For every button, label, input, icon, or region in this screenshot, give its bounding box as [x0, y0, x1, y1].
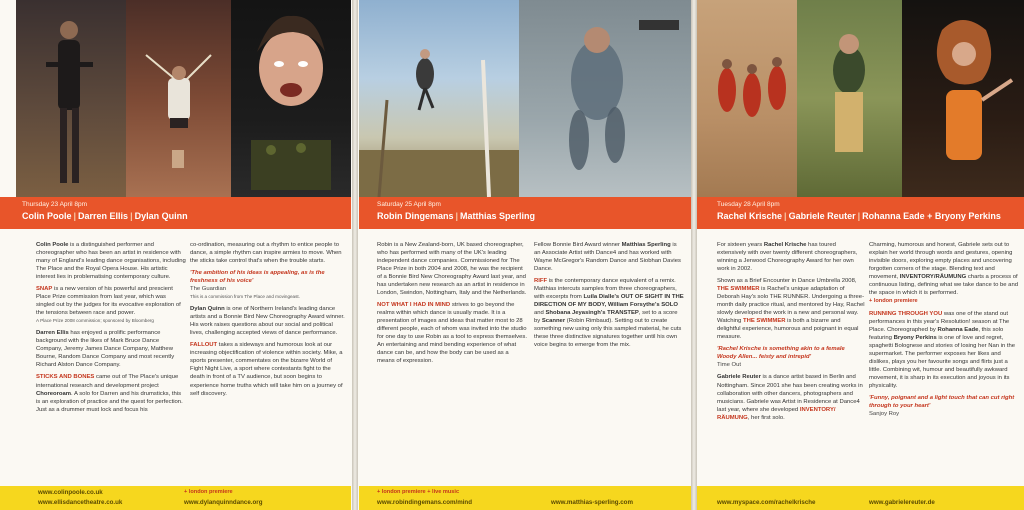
work-title: THE SWIMMER	[717, 286, 760, 293]
event-date: Thursday 23 April 8pm	[22, 201, 88, 208]
event-strip	[359, 197, 691, 229]
text-column	[377, 241, 527, 369]
premiere-tag: + london premiere	[869, 298, 918, 305]
photo-colin-poole	[16, 0, 126, 197]
quote-source: Time Out	[717, 362, 742, 369]
photo-row	[697, 0, 1024, 197]
artist-name: Colin Poole	[22, 211, 72, 221]
footer-bar	[697, 486, 1024, 510]
text-column: Colin Poole is a distinguished performer and choreographer who has been an artist in residence with many of England's leading dance organisations, including The Place and the Royal Opera House. His artistic interest lies in problematising contemporary culture. SNAP is a new version of his powerful and prescient Place Prize commission from last year, which was singled out by the judges for its evocative exploration of the tensions between race and power. A Place Prize 2008 commission; sponsored by Bloomberg Darren Ellis has enjoyed a prolific performance background with the likes of Mark Bruce Dance Company, Jeremy James Dance Company, Matthew Bourne, Random Dance Company and most recently Richard Alston Dance Company. STICKS AND BONES came out of The Place's unique international research and development project Choreoroam. A solo for Darren and his drumsticks, this is an exploration of practice and the quest for perfection. Just as a drummer must lock and focus his	[36, 242, 186, 413]
artist-bio-name: Matthias Sperling	[621, 242, 671, 248]
work-title: FALLOUT	[190, 342, 218, 349]
artist-bio: is one of Northern Ireland's leading dance artists and a Bonnie Bird New Choreography Award winner. His work raises questions about our social and political lives, challenging accepted views of dance performance.	[190, 306, 345, 337]
website-link[interactable]: www.gabrielereuter.de	[869, 499, 935, 506]
footer-bar	[359, 486, 691, 510]
quote-source: The Guardian	[190, 286, 227, 293]
photo-row	[0, 0, 351, 197]
artist-bio-name: Colin Poole	[36, 242, 69, 248]
photo-row	[359, 0, 691, 197]
artist-name: Rohanna Eade + Bryony Perkins	[862, 211, 1001, 221]
artist-bio: is an Associate Artist with Dance4 and has worked with Wayne McGregor's Random Dance and Siobhan Davies Dance.	[534, 242, 681, 273]
text-column: For sixteen years Rachel Krische has toured extensively with over twenty different choreographers, winning a Jerwood Choreography Award for her own work in 2002. Shown as a Brief Encounter in Dance Umbrella 2008, THE SWIMMER is Rachel's unique adaptation of Deborah Hay's solo THE RUNNER. Undergoing a three-month daily practice ritual, and mentored by Hay, Rachel slowly developed the work in a new and personal way. Watching THE SWIMMER is both a bizarre and delightful experience, humorous and poignant in equal measure. 'Rachel Krische is something akin to a female Woody Allen... feisty and intrepid' Time Out Gabriele Reuter is a dance artist based in Berlin and Nottingham. Since 2001 she has been creating works in collaboration with other dancers, photographers and musicians. Gabriele was Artist in Residence at Dance4 last year, where she developed INVENTORY/ RÄUMUNG, her first solo.	[717, 242, 865, 421]
artist-bio: has enjoyed a prolific performance background with the likes of Mark Bruce Dance Company, Jeremy James Dance Company, Matthew Bourne, Random Dance Company and most recently Richard Alston Dance Company.	[36, 330, 175, 369]
artist-name: Rachel Krische	[717, 211, 783, 221]
event-strip	[697, 197, 1024, 229]
artist-names: Robin Dingemans | Matthias Sperling	[377, 211, 536, 221]
artist-name: Darren Ellis	[78, 211, 129, 221]
artist-bio-name: Gabriele Reuter	[717, 374, 761, 381]
commission-note: A Place Prize 2008 commission; sponsored by Bloomberg	[36, 318, 154, 324]
website-link[interactable]: www.ellisdancetheatre.co.uk	[38, 499, 123, 506]
commission-note: This is a commission from The Place and movingeast.	[190, 294, 300, 300]
page-fold	[352, 0, 358, 510]
website-link[interactable]: www.matthias-sperling.com	[551, 499, 633, 506]
work-title: INVENTORY/ RÄUMUNG	[717, 406, 836, 421]
work-title: NOT WHAT I HAD IN MIND	[377, 302, 451, 309]
website-link[interactable]: www.colinpoole.co.uk	[38, 489, 103, 496]
text-column	[190, 241, 345, 402]
work-description: takes a sideways and humorous look at our increasing objectification of violence within society. Mike, a sports presenter, commentates on the bizarre World of Fight Night Live, a sport where contestants fight to the death in front of a TV audience, but soon begins to experience home truths which will take him on a journey of self discovery.	[190, 342, 343, 397]
photo-darren-ellis	[126, 0, 231, 197]
artist-name: Robin Dingemans	[377, 211, 454, 221]
panel-tuesday	[697, 0, 1024, 510]
photo-bryony-perkins	[902, 0, 1024, 197]
artist-bio-name: Rachel Krische	[763, 242, 807, 248]
premiere-tag: + london premiere	[184, 489, 233, 495]
artist-name: Dylan Quinn	[134, 211, 188, 221]
artist-bio-name: Darren Ellis	[36, 330, 69, 337]
text-column: Charming, humorous and honest, Gabriele sets out to explain her world through words and gestures, opening invisible doors, exploring empty places and uncovering forgotten corners of the stage. Blending text and movement, INVENTORY/RÄUMUNG charts a process of continuous listing, defining what we take dance to be and the space in which it is performed. + london premiere RUNNING THROUGH YOU was one of the stand out performances in this year's Resolution! season at The Place. Choreographed by Rohanna Eade, this solo featuring Bryony Perkins is one of love and regret, spaghetti Bolognese and stories of losing her Nan in the supermarket. The performer exposes her likes and dislikes, plays you her favourite songs and flirts just a little. Combining wit, humour and beautifully awkward movement, it is sharp in its execution and joyous in its physicality. 'Funny, poignant and a light touch that can cut right through to your heart' Sanjoy Roy	[869, 242, 1019, 418]
text-column: Fellow Bonnie Bird Award winner Matthias Sperling is an Associate Artist with Dance4 and has worked with Wayne McGregor's Random Dance and Siobhan Davies Dance. RIFF is the contemporary dance equivalent of a remix. Matthias intercuts samples from three choreographers, with excerpts from Luila Dialle's OUT OF SIGHT IN THE DIRECTION OF MY BODY, William Forsythe's SOLO and Shobana Jeyasingh's TRANSTEP, set to a score by Scanner (Robin Rimbaud). Setting out to create something new using only this sampled material, he cuts these three distinctive signatures together until his own voice begins to emerge from the mix.	[534, 242, 684, 349]
artist-name: Gabriele Reuter	[788, 211, 856, 221]
work-title: RUNNING THROUGH YOU	[869, 310, 943, 317]
press-quote: 'Rachel Krische is something akin to a female Woody Allen... feisty and intrepid'	[717, 346, 845, 361]
artist-bio: is a distinguished performer and choreographer who has been an artist in residence with many of England's leading dance organisations, including The Place and the Royal Opera House. His artistic interest lies in problematising contemporary culture.	[36, 242, 186, 281]
work-title: INVENTORY/RÄUMUNG	[899, 274, 967, 281]
press-quote: 'Funny, poignant and a light touch that can cut right through to your heart'	[869, 395, 1015, 410]
event-date: Tuesday 28 April 8pm	[717, 201, 780, 208]
work-description: is a new version of his powerful and prescient Place Prize commission from last year, which was singled out by the judges for its evocative exploration of the tensions between race and power.	[36, 286, 181, 317]
panel-thursday	[0, 0, 351, 510]
photo-gabriele-reuter	[797, 0, 902, 197]
artist-bio-name: Dylan Quinn	[190, 306, 225, 313]
quote-source: Sanjoy Roy	[869, 411, 900, 418]
website-link[interactable]: www.myspace.com/rachelkrische	[717, 499, 816, 506]
artist-bio: Robin is a New Zealand-born, UK based choreographer, who has performed with many of the UK's leading independent dance companies. Commissioned for The Place Prize in both 2004 and 2008, he was the recipient of a Bonnie Bird New Choreography Award last year, and has undertaken new research as an artist in residence in London, Swindon, Nottingham, Italy and the Netherlands.	[377, 242, 527, 297]
work-title: SNAP	[36, 286, 53, 293]
photo-dylan-quinn	[231, 0, 351, 197]
photo-matthias-sperling	[519, 0, 691, 197]
photo-robin-dingemans	[359, 0, 519, 197]
premiere-tag: + london premiere + live music	[377, 489, 460, 495]
work-title: THE SWIMMER	[742, 318, 786, 325]
website-link[interactable]: www.robindingemans.com/mind	[377, 499, 472, 506]
event-date: Saturday 25 April 8pm	[377, 201, 441, 208]
footer-bar	[0, 486, 351, 510]
panel-saturday	[359, 0, 691, 510]
event-strip	[0, 197, 351, 229]
body-text: co-ordination, measuring out a rhythm to entice people to dance, a simple rhythm can inspire armies to move. When the sticks take control that's when the trouble starts.	[190, 242, 342, 265]
artist-name: Matthias Sperling	[460, 211, 536, 221]
artist-bio: has toured extensively with over twenty different choreographers, winning a Jerwood Choreography Award for her own work in 2002.	[717, 242, 858, 273]
website-link[interactable]: www.dylanquinndance.org	[184, 499, 263, 506]
press-quote: 'The ambition of his ideas is appealing, as is the freshness of his voice'	[190, 270, 325, 285]
photo-rachel-krische	[697, 0, 797, 197]
work-title: RIFF	[534, 278, 548, 285]
artist-names: Colin Poole | Darren Ellis | Dylan Quinn	[22, 211, 188, 221]
work-title: STICKS AND BONES	[36, 374, 95, 381]
artist-names: Rachel Krische | Gabriele Reuter | Rohanna Eade + Bryony Perkins	[717, 211, 1001, 221]
work-description: strives to go beyond the realms within which dance is usually made. It is a presentation of images and ideas that matter most to 28 different people, each of whom was invited into the studio for one day to use Robin as a tool to express themselves. An entertaining and mind bending experience of what dance can be, and how the body can be used as a means of expression.	[377, 302, 527, 365]
